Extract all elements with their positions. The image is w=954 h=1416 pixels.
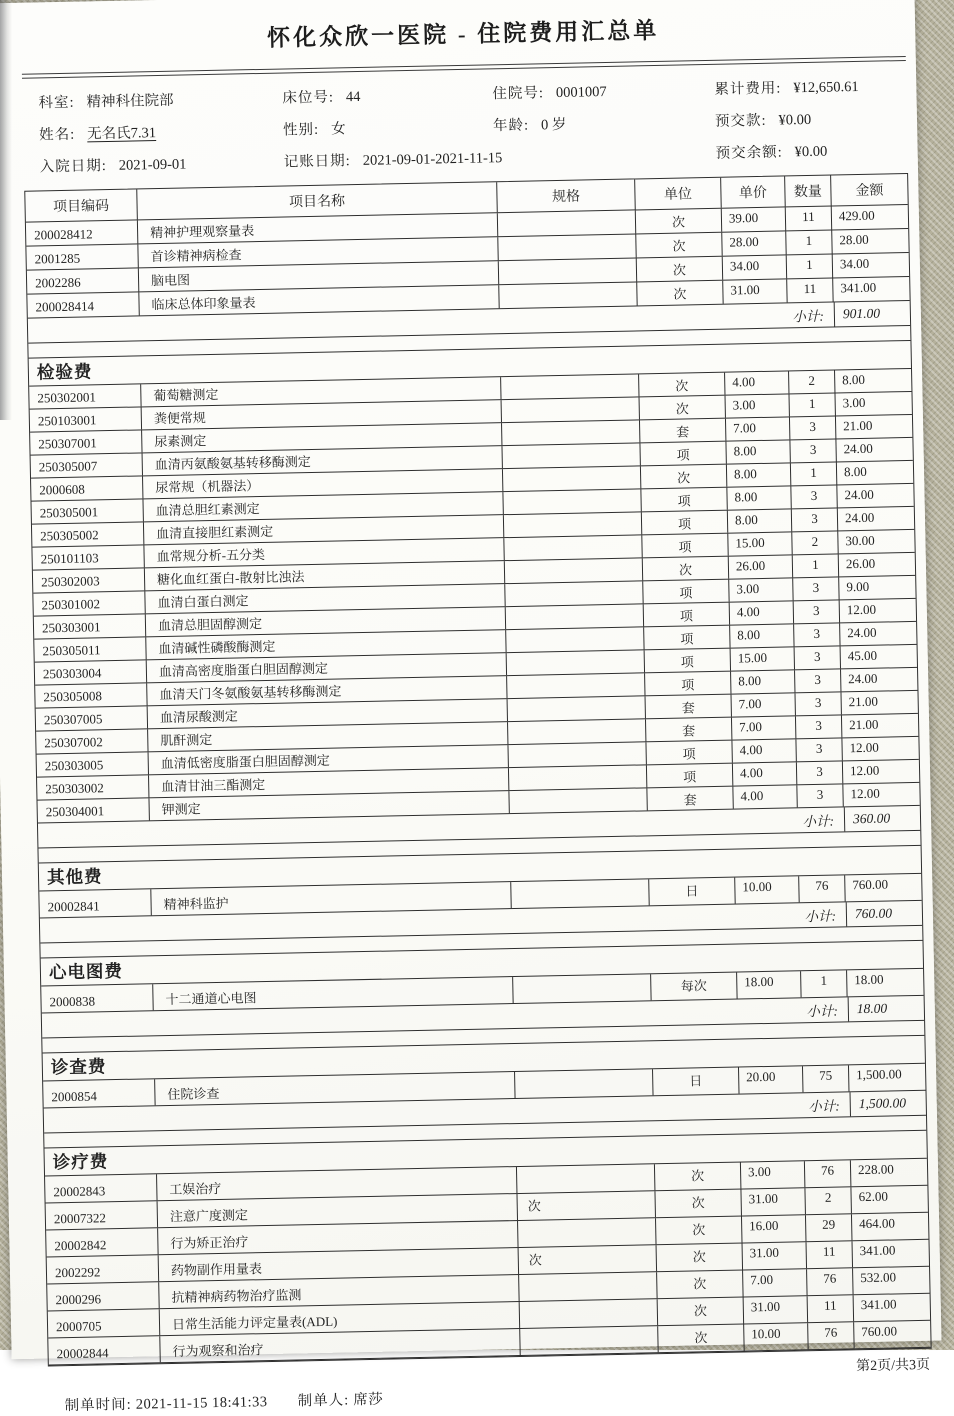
item-unit-price: 4.00	[725, 371, 789, 394]
item-unit-price: 31.00	[743, 1242, 808, 1269]
subtotal-value: 18.00	[848, 996, 924, 1022]
item-code: 250307002	[36, 729, 148, 753]
fee-section	[38, 831, 922, 944]
item-unit-price: 31.00	[723, 279, 787, 303]
subtotal-value: 760.00	[846, 901, 922, 927]
section-title: 其他费	[39, 846, 921, 892]
item-code: 250303004	[35, 660, 147, 684]
item-unit: 日	[649, 878, 736, 906]
made-time: 制单时间: 2021-11-15 18:41:33	[64, 1394, 268, 1415]
header-item-code: 项目编码	[25, 189, 138, 221]
fee-section	[44, 1116, 930, 1366]
item-spec	[518, 1218, 656, 1247]
item-amount: 341.00	[840, 279, 877, 296]
item-unit: 项	[647, 764, 733, 788]
item-amount: 34.00	[839, 255, 870, 272]
item-unit-price: 3.00	[741, 1161, 806, 1188]
item-spec	[499, 258, 637, 284]
item-name: 血清总胆固醇测定	[146, 607, 506, 636]
item-amount: 12.00	[846, 601, 877, 618]
item-spec: 次	[517, 1191, 655, 1220]
item-unit-price: 28.00	[722, 231, 786, 255]
item-spec	[508, 719, 646, 744]
item-quantity: 1	[801, 970, 848, 997]
fee-section	[26, 205, 910, 344]
billing-table	[24, 173, 931, 1367]
item-spec	[499, 282, 637, 308]
item-quantity: 3	[794, 600, 840, 623]
item-spec	[513, 974, 651, 1003]
item-unit: 次	[636, 233, 722, 258]
field-department: 科室: 精神科住院部	[38, 92, 174, 112]
item-amount: 532.00	[860, 1269, 897, 1286]
page-title: 怀化众欣一医院 - 住院费用汇总单	[266, 17, 660, 51]
item-unit: 项	[642, 534, 728, 558]
item-code: 20007322	[46, 1201, 158, 1229]
section-rows	[29, 369, 920, 824]
item-amount: 3.00	[842, 394, 866, 411]
item-quantity: 76	[808, 1322, 855, 1349]
item-name: 血清白蛋白测定	[145, 584, 505, 613]
item-unit: 次	[657, 1244, 744, 1272]
item-name: 血清高密度脂蛋白胆固醇测定	[147, 653, 507, 682]
item-quantity: 3	[794, 623, 840, 646]
subtotal-label: 小计:	[802, 813, 835, 830]
item-unit: 次	[655, 1190, 742, 1218]
item-code: 200028414	[27, 292, 139, 317]
item-spec: 次	[519, 1245, 657, 1274]
item-name: 日常生活能力评定量表(ADL)	[160, 1302, 520, 1335]
item-unit: 套	[646, 718, 732, 742]
item-unit-price: 8.00	[731, 670, 795, 693]
header-spec: 规格	[497, 179, 636, 212]
item-quantity: 3	[797, 761, 843, 784]
field-prepaid: 预交款: ¥0.00	[714, 111, 812, 130]
item-quantity: 3	[796, 738, 842, 761]
item-name: 粪便常规	[142, 400, 502, 429]
item-spec	[507, 673, 645, 698]
item-name: 行为矫正治疗	[158, 1221, 518, 1254]
table-sections	[26, 205, 931, 1365]
item-quantity: 1	[789, 393, 835, 416]
item-unit: 次	[636, 209, 722, 234]
item-spec	[509, 765, 647, 790]
item-unit-price: 20.00	[739, 1066, 804, 1093]
item-name: 药物副作用量表	[159, 1248, 519, 1281]
header-unit-price: 单价	[721, 176, 786, 207]
item-name: 工娱治疗	[157, 1167, 517, 1200]
item-unit-price: 10.00	[744, 1323, 809, 1350]
subtotal-value: 1,500.00	[850, 1091, 926, 1117]
item-spec	[505, 581, 643, 606]
item-quantity: 1	[787, 254, 833, 278]
item-quantity: 11	[807, 1241, 854, 1268]
item-name: 首诊精神病检查	[138, 237, 498, 267]
item-name: 血清直接胆红素测定	[144, 515, 504, 544]
item-unit: 次	[655, 1163, 742, 1191]
item-spec	[507, 650, 645, 675]
item-code: 250307005	[36, 706, 148, 730]
item-unit: 日	[653, 1068, 740, 1096]
item-name: 尿常规（机器法）	[143, 469, 503, 498]
item-name: 抗精神病药物治疗监测	[159, 1275, 519, 1308]
item-amount: 8.00	[843, 463, 867, 480]
section-title: 诊疗费	[44, 1131, 926, 1177]
subtotal-label: 小计:	[792, 308, 825, 325]
field-bed-number: 床位号: 44	[282, 88, 361, 107]
item-amount: 760.00	[861, 1323, 898, 1340]
item-unit-price: 8.00	[726, 440, 790, 463]
item-quantity: 3	[793, 577, 839, 600]
item-name: 血清丙氨酸氨基转移酶测定	[143, 446, 503, 475]
item-unit: 次	[657, 1270, 744, 1298]
patient-info	[22, 61, 908, 191]
item-unit: 项	[642, 511, 728, 535]
item-unit: 项	[640, 442, 726, 466]
item-spec	[520, 1299, 658, 1328]
item-unit: 项	[641, 488, 727, 512]
item-amount: 21.00	[848, 716, 879, 733]
field-admit-date: 入院日期: 2021-09-01	[39, 156, 187, 176]
item-code: 250305008	[35, 683, 147, 707]
item-amount: 26.00	[845, 555, 876, 572]
item-name: 精神科监护	[151, 882, 511, 915]
item-code: 250303001	[34, 614, 146, 638]
item-quantity: 3	[790, 439, 836, 462]
section-rows	[26, 205, 910, 319]
header-unit: 单位	[635, 178, 722, 210]
item-unit: 套	[640, 419, 726, 443]
header-item-name: 项目名称	[137, 182, 498, 219]
item-code: 20002842	[46, 1228, 158, 1256]
item-spec	[519, 1272, 657, 1301]
item-unit-price: 4.00	[733, 762, 797, 785]
item-unit: 次	[637, 281, 723, 306]
page-number: 第2页/共3页	[855, 1357, 931, 1375]
item-code: 20002844	[48, 1336, 160, 1364]
item-name: 钾测定	[149, 791, 509, 820]
item-name: 精神护理观察量表	[138, 213, 498, 243]
item-amount: 228.00	[857, 1161, 894, 1178]
item-unit: 套	[646, 695, 732, 719]
item-quantity: 2	[789, 370, 835, 393]
item-name: 血清甘油三酯测定	[149, 768, 509, 797]
header-quantity: 数量	[785, 176, 832, 207]
item-code: 250307001	[30, 430, 142, 454]
item-unit-price: 15.00	[728, 532, 792, 555]
item-quantity: 75	[803, 1065, 850, 1092]
subtotal-label: 小计:	[804, 908, 837, 925]
field-age: 年龄: 0 岁	[492, 116, 567, 135]
item-quantity: 1	[791, 462, 837, 485]
item-name: 血清总胆红素测定	[143, 492, 503, 521]
item-code: 2000296	[47, 1282, 159, 1310]
item-name: 血清天门冬氨酸氨基转移酶测定	[147, 676, 507, 705]
item-name: 肌酐测定	[148, 722, 508, 751]
item-code: 250305007	[31, 453, 143, 477]
item-code: 2002286	[27, 268, 139, 293]
item-spec	[508, 696, 646, 721]
item-name: 行为观察和治疗	[160, 1329, 520, 1362]
item-name: 血清碱性磷酸酶测定	[146, 630, 506, 659]
item-quantity: 76	[805, 1160, 852, 1187]
item-unit-price: 3.00	[729, 578, 793, 601]
made-by: 制单人: 席莎	[297, 1391, 384, 1410]
item-amount: 24.00	[843, 440, 873, 457]
item-name: 十二通道心电图	[153, 977, 513, 1010]
header-amount: 金额	[855, 183, 884, 200]
item-amount: 30.00	[845, 532, 875, 549]
item-code: 2000854	[43, 1079, 155, 1107]
item-amount: 9.00	[846, 578, 870, 595]
field-sex: 性别: 女	[282, 121, 346, 139]
item-spec	[503, 466, 641, 491]
item-unit: 次	[640, 396, 726, 420]
item-unit: 项	[645, 672, 731, 696]
field-billing-period: 记账日期: 2021-09-01-2021-11-15	[283, 150, 503, 171]
item-unit: 次	[641, 465, 727, 489]
item-spec	[515, 1069, 653, 1098]
item-code: 20002841	[39, 889, 151, 917]
item-amount: 8.00	[842, 371, 866, 388]
item-amount: 429.00	[838, 207, 875, 224]
item-code: 250305001	[31, 499, 143, 523]
item-spec	[506, 627, 644, 652]
item-name: 注意广度测定	[158, 1194, 518, 1227]
paper-edge-shadow	[0, 0, 12, 420]
item-unit: 次	[643, 557, 729, 581]
item-unit-price: 8.00	[730, 624, 794, 647]
item-name: 住院诊查	[155, 1072, 515, 1105]
item-amount: 341.00	[859, 1242, 896, 1259]
subtotal-value: 901.00	[834, 301, 910, 327]
item-code: 250301002	[33, 591, 145, 615]
item-spec	[520, 1326, 658, 1355]
item-unit: 项	[644, 626, 730, 650]
item-amount: 24.00	[847, 624, 877, 641]
item-name: 血清尿酸测定	[148, 699, 508, 728]
item-amount: 18.00	[854, 971, 884, 988]
item-unit: 套	[647, 787, 733, 811]
item-unit-price: 34.00	[723, 255, 787, 279]
item-quantity: 1	[786, 231, 832, 255]
item-spec	[506, 604, 644, 629]
section-title: 心电图费	[41, 941, 923, 987]
field-patient-name: 姓名: 无名氏7.31	[38, 125, 157, 144]
item-spec	[504, 512, 642, 537]
item-unit: 项	[644, 603, 730, 627]
item-amount: 760.00	[852, 876, 889, 893]
item-unit-price: 39.00	[722, 207, 786, 231]
item-unit-price: 8.00	[728, 509, 792, 532]
item-unit: 次	[658, 1297, 745, 1325]
item-code: 250303002	[37, 775, 149, 799]
item-unit: 项	[645, 649, 731, 673]
item-amount: 464.00	[859, 1215, 896, 1232]
item-unit: 次	[637, 257, 723, 282]
item-spec	[502, 397, 640, 422]
item-code: 250305011	[34, 637, 146, 661]
item-amount: 341.00	[860, 1296, 897, 1313]
item-spec	[502, 443, 640, 468]
item-name: 临床总体印象量表	[139, 285, 499, 315]
item-code: 250305002	[32, 522, 144, 546]
field-admission-number: 住院号: 0001007	[492, 84, 607, 103]
item-unit-price: 4.00	[733, 785, 797, 808]
item-quantity: 2	[792, 531, 838, 554]
item-amount: 24.00	[848, 670, 878, 687]
item-quantity: 11	[808, 1295, 855, 1322]
item-amount: 1,500.00	[856, 1066, 902, 1083]
item-quantity: 76	[807, 1268, 854, 1295]
item-code: 250303005	[37, 752, 149, 776]
item-name: 尿素测定	[142, 423, 502, 452]
item-unit-price: 4.00	[730, 601, 794, 624]
item-code: 250101103	[32, 545, 144, 569]
item-spec	[505, 558, 643, 583]
item-unit-price: 4.00	[732, 739, 796, 762]
item-unit-price: 31.00	[744, 1296, 809, 1323]
subtotal-label: 小计:	[808, 1098, 840, 1115]
item-code: 2001285	[26, 244, 138, 269]
item-unit: 次	[658, 1324, 745, 1352]
fee-section	[40, 926, 924, 1039]
item-unit: 次	[639, 373, 725, 397]
item-spec	[498, 210, 636, 236]
item-amount: 12.00	[849, 739, 879, 756]
item-amount: 21.00	[848, 693, 879, 710]
item-quantity: 3	[797, 784, 843, 807]
fee-section	[42, 1021, 926, 1134]
item-quantity: 3	[796, 715, 842, 738]
item-name: 葡萄糖测定	[141, 377, 501, 406]
item-amount: 28.00	[839, 231, 869, 248]
item-quantity: 11	[786, 207, 832, 231]
item-code: 250103001	[30, 407, 142, 431]
item-code: 250302001	[29, 384, 141, 408]
item-quantity: 3	[795, 669, 841, 692]
item-spec	[503, 489, 641, 514]
item-amount: 21.00	[842, 417, 873, 434]
item-amount: 24.00	[844, 509, 875, 526]
item-quantity: 3	[791, 485, 837, 508]
item-amount: 45.00	[847, 647, 878, 664]
item-amount: 24.00	[844, 486, 874, 503]
item-quantity: 29	[806, 1214, 853, 1241]
item-name: 血常规分析-五分类	[144, 538, 504, 567]
item-quantity: 3	[795, 646, 841, 669]
item-unit-price: 26.00	[729, 555, 793, 578]
subtotal-value: 360.00	[844, 806, 920, 832]
item-unit-price: 18.00	[737, 971, 802, 998]
item-unit: 项	[646, 741, 732, 765]
item-spec	[498, 234, 636, 260]
item-name: 糖化血红蛋白-散射比浊法	[145, 561, 505, 590]
item-unit-price: 7.00	[726, 417, 790, 440]
item-unit-price: 8.00	[727, 463, 791, 486]
item-quantity: 76	[799, 875, 846, 902]
field-prepaid-balance: 预交余额: ¥0.00	[715, 143, 828, 162]
item-unit-price: 3.00	[726, 394, 790, 417]
item-spec	[501, 374, 639, 399]
item-code: 20002843	[45, 1174, 157, 1202]
item-code: 2000608	[31, 476, 143, 500]
item-quantity: 11	[787, 278, 833, 302]
item-spec	[509, 788, 647, 813]
item-unit-price: 31.00	[741, 1188, 806, 1215]
item-name: 脑电图	[139, 261, 499, 291]
item-amount: 62.00	[858, 1188, 889, 1205]
item-unit-price: 7.00	[743, 1269, 808, 1296]
fee-section	[28, 326, 920, 849]
item-code: 250304001	[37, 798, 149, 822]
item-unit-price: 16.00	[742, 1215, 807, 1242]
item-unit: 每次	[651, 973, 738, 1001]
item-spec	[504, 535, 642, 560]
item-spec	[502, 420, 640, 445]
item-unit-price: 15.00	[731, 647, 795, 670]
field-total-fee: 累计费用: ¥12,650.61	[714, 78, 859, 98]
item-amount: 12.00	[849, 762, 880, 779]
item-code: 200028412	[26, 220, 138, 245]
item-code: 2000838	[41, 984, 153, 1012]
section-rows	[45, 1159, 931, 1366]
item-code: 2002292	[47, 1255, 159, 1283]
item-amount: 12.00	[850, 785, 880, 802]
item-name: 血清低密度脂蛋白胆固醇测定	[149, 745, 509, 774]
item-quantity: 3	[790, 416, 836, 439]
section-title: 检验费	[29, 341, 911, 387]
item-quantity: 2	[805, 1187, 852, 1214]
item-unit: 次	[656, 1217, 743, 1245]
item-quantity: 3	[792, 508, 838, 531]
item-unit: 项	[643, 580, 729, 604]
item-spec	[508, 742, 646, 767]
item-spec	[511, 879, 649, 908]
item-unit-price: 8.00	[727, 486, 791, 509]
section-title: 诊查费	[43, 1036, 925, 1082]
item-spec	[517, 1164, 655, 1193]
subtotal-label: 小计:	[806, 1003, 839, 1020]
item-unit-price: 10.00	[735, 876, 800, 903]
item-quantity: 1	[793, 554, 839, 577]
item-code: 2000705	[48, 1309, 160, 1337]
item-unit-price: 7.00	[732, 716, 796, 739]
item-code: 250302003	[33, 568, 145, 592]
item-quantity: 3	[795, 692, 841, 715]
item-unit-price: 7.00	[732, 693, 796, 716]
